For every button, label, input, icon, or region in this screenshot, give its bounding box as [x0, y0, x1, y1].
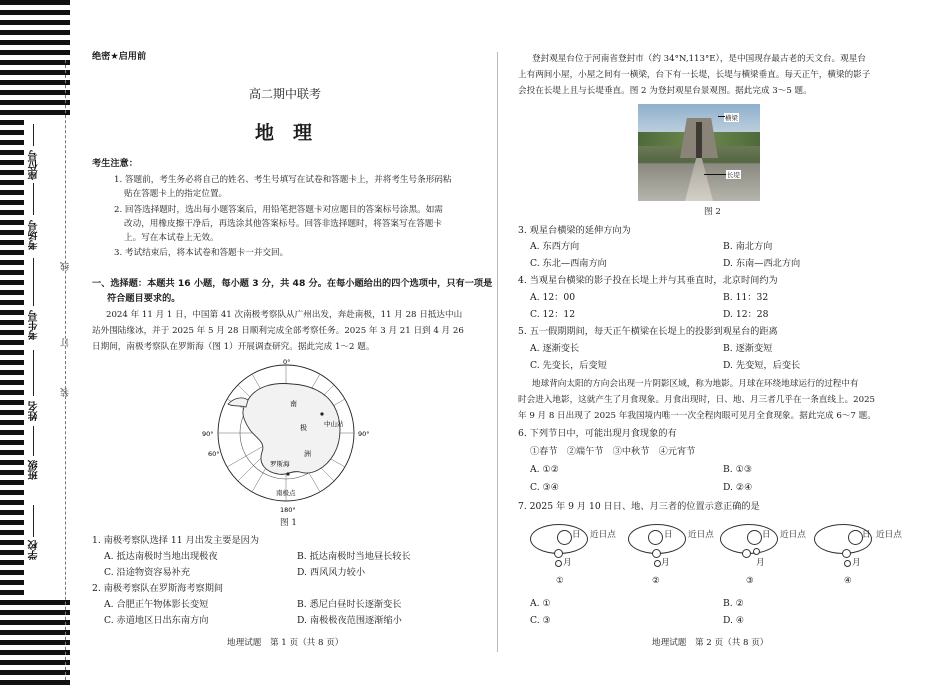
dike-pointer: [704, 174, 726, 175]
passage-line: 日期间，南极考察队在罗斯海（图 1）开展调查研究。据此完成 1～2 题。: [92, 342, 375, 352]
section-heading-cont: 符合题目要求的。: [107, 293, 181, 304]
sun-icon: [747, 530, 762, 545]
question-6-option-b[interactable]: B. ①③: [723, 464, 753, 475]
question-1-option-b[interactable]: B. 抵达南极时当地昼长较长: [297, 551, 411, 562]
diagram-number: ④: [844, 576, 852, 586]
page-2-footer: 地理试题 第 2 页（共 8 页）: [652, 638, 769, 648]
map-label-luosi: 罗斯海: [270, 460, 290, 468]
question-5-option-a[interactable]: A. 逐渐变长: [530, 343, 580, 354]
exam-room-label: 考场号: [29, 220, 40, 250]
tower-slot: [696, 122, 702, 158]
question-7-option-d[interactable]: D. ④: [723, 615, 745, 626]
question-2-stem: 2. 南极考察队在罗斯海考察期间: [92, 583, 224, 594]
exam-room-line: [33, 183, 34, 215]
moon-label: 月: [756, 558, 765, 568]
beam-label: 横梁: [725, 114, 738, 122]
orbit-diagram-1: [530, 518, 630, 590]
map-label-zhou: 洲: [304, 450, 311, 458]
passage2-line: 地球背向太阳的方向会出现一片阴影区域，称为地影。月球在环绕地球运行的过程中有: [532, 379, 859, 389]
question-5-stem: 5. 五一假期期间，每天正午横梁在长堤上的投影到观星台的距离: [518, 326, 778, 337]
observatory-photo: [638, 104, 760, 201]
question-3-option-b[interactable]: B. 南北方向: [723, 241, 773, 252]
map-label-ji: 极: [300, 424, 307, 432]
passage2-line: 时会进入地影，这就产生了月食现象。月食出现时，日、地、月三者几乎在一条直线上。2025: [518, 395, 876, 405]
notice-title: 考生注意：: [92, 158, 138, 169]
question-2-option-d[interactable]: D. 南极极夜范围逐渐缩小: [297, 615, 402, 626]
question-4-option-d[interactable]: D. 12：28: [723, 309, 769, 320]
question-4-option-a[interactable]: A. 12：00: [530, 292, 576, 303]
sun-label: 日: [762, 530, 771, 540]
antarctica-map: [196, 352, 376, 514]
map-label-180: 180°: [280, 506, 296, 514]
map-label-nanjidian: 南极点: [276, 489, 296, 497]
question-5-option-c[interactable]: C. 先变长，后变短: [530, 360, 607, 371]
question-6-items: ①春节 ②端午节 ③中秋节 ④元宵节: [530, 446, 696, 457]
question-7-option-c[interactable]: C. ③: [530, 615, 551, 626]
dike-label: 长堤: [727, 171, 740, 179]
question-3-option-d[interactable]: D. 东南—西北方向: [723, 258, 801, 269]
map-label-0: 0°: [283, 358, 291, 366]
notice-line: 3. 考试结束后，将本试卷和答题卡一并交回。: [114, 248, 289, 258]
cut-mark-ding: 订: [61, 338, 71, 347]
question-5-option-b[interactable]: B. 逐渐变短: [723, 343, 773, 354]
exam-title: 高二期中联考: [249, 87, 322, 101]
question-2-option-c[interactable]: C. 赤道地区日出东南方向: [104, 615, 209, 626]
question-7-stem: 7. 2025 年 9 月 10 日日、地、月三者的位置示意正确的是: [518, 501, 760, 512]
perihelion-label: 近日点: [876, 530, 902, 540]
orbit-diagram-2: [628, 518, 728, 590]
secret-mark: 绝密★启用前: [92, 51, 147, 62]
cut-mark-zhuang: 装: [61, 388, 71, 397]
name-label: 姓名: [29, 401, 40, 421]
diagram-number: ②: [652, 576, 660, 586]
earth-icon: [842, 549, 851, 558]
question-7-option-a[interactable]: A. ①: [530, 598, 551, 609]
map-label-90e: 90°: [358, 430, 370, 438]
question-2-option-a[interactable]: A. 合肥正午物体影长变短: [104, 599, 209, 610]
question-2-option-b[interactable]: B. 悉尼白昼时长逐渐变长: [297, 599, 402, 610]
moon-icon: [654, 560, 661, 567]
sun-label: 日: [862, 530, 871, 540]
question-1-option-c[interactable]: C. 沿途物资容易补充: [104, 567, 191, 578]
cut-mark-xian: 线: [61, 262, 71, 271]
moon-icon: [753, 548, 760, 555]
class-line: [33, 426, 34, 456]
question-3-option-c[interactable]: C. 东北—西南方向: [530, 258, 607, 269]
exam-number-label: 考生号: [29, 310, 40, 340]
question-1-stem: 1. 南极考察队选择 11 月出发主要是因为: [92, 535, 260, 546]
notice-line: 2. 回答选择题时，选出每小题答案后，用铅笔把答题卡对应题目的答案标号涂黑。如需: [114, 205, 443, 215]
question-1-option-a[interactable]: A. 抵达南极时当地出现极夜: [104, 551, 218, 562]
dike-surface: [685, 158, 713, 201]
beam-pointer: [718, 116, 725, 117]
sun-icon: [848, 530, 863, 545]
sun-icon: [557, 530, 572, 545]
question-1-option-d[interactable]: D. 西风风力较小: [297, 567, 366, 578]
earth-icon: [652, 549, 661, 558]
question-6-stem: 6. 下列节日中，可能出现月食现象的有: [518, 428, 677, 439]
notice-line: 上。写在本试卷上无效。: [124, 233, 219, 243]
moon-icon: [844, 560, 851, 567]
seat-label: 座位号: [29, 150, 40, 180]
cut-line: [65, 60, 66, 680]
question-6-option-d[interactable]: D. ②④: [723, 482, 753, 493]
notice-line: 1. 答题前，考生务必将自己的姓名、考生号填写在试卷和答题卡上，并将考生号条形码粘: [114, 175, 452, 185]
subject-title: 地 理: [255, 122, 313, 144]
diagram-number: ③: [746, 576, 754, 586]
earth-icon: [742, 549, 751, 558]
intro-line: 会投在长堤上且与长堤垂直。图 2 为登封观星台景观图。据此完成 3～5 题。: [518, 86, 812, 96]
passage2-line: 年 9 月 8 日出现了 2025 年我国境内唯一一次全程肉眼可见月全食现象。据此完成 6～7 题。: [518, 411, 876, 421]
school-label: 学校: [29, 540, 40, 560]
moon-label: 月: [661, 558, 670, 568]
question-3-stem: 3. 观星台横梁的延伸方向为: [518, 225, 631, 236]
orbit-diagram-3: [720, 518, 820, 590]
moon-label: 月: [563, 558, 572, 568]
orbit-diagram-4: [814, 518, 924, 590]
question-5-option-d[interactable]: D. 先变短，后变长: [723, 360, 801, 371]
question-3-option-a[interactable]: A. 东西方向: [530, 241, 580, 252]
section-heading: 一、选择题：本题共 16 小题，每小题 3 分，共 48 分。在每小题给出的四个选项中，只有一项是: [92, 278, 493, 289]
perihelion-label: 近日点: [780, 530, 806, 540]
school-line: [33, 505, 34, 537]
map-label-60: 60°: [208, 450, 220, 458]
notice-line: 贴在答题卡上的指定位置。: [124, 189, 228, 199]
map-label-nan: 南: [290, 400, 297, 408]
perihelion-label: 近日点: [688, 530, 714, 540]
sun-label: 日: [572, 530, 581, 540]
intro-line: 登封观星台位于河南省登封市（约 34°N,113°E），是中国现存最古老的天文台。观星台: [532, 54, 866, 64]
question-4-option-b[interactable]: B. 11：32: [723, 292, 769, 303]
sun-label: 日: [664, 530, 673, 540]
perihelion-label: 近日点: [590, 530, 616, 540]
page-divider: [497, 52, 498, 652]
question-7-option-b[interactable]: B. ②: [723, 598, 744, 609]
sun-icon: [648, 530, 663, 545]
moon-label: 月: [852, 558, 861, 568]
name-line: [33, 350, 34, 396]
question-6-option-c[interactable]: C. ③④: [530, 482, 560, 493]
question-4-stem: 4. 当观星台横梁的影子投在长堤上并与其垂直时，北京时间约为: [518, 275, 778, 286]
map-label-zhongshan: 中山站: [324, 420, 344, 428]
map-label-90w: 90°: [202, 430, 214, 438]
question-4-option-c[interactable]: C. 12：12: [530, 309, 576, 320]
seat-line: [33, 124, 34, 146]
exam-number-line: [33, 258, 34, 306]
earth-icon: [554, 549, 563, 558]
page-1-footer: 地理试题 第 1 页（共 8 页）: [227, 638, 344, 648]
passage-line: 站外围陆缘冰，并于 2025 年 5 月 28 日顺利完成全部考察任务。2025 年 3 月 21 日到 4 月 26: [92, 326, 464, 336]
binding-strip: [0, 0, 82, 688]
moon-icon: [555, 560, 562, 567]
notice-line: 改动，用橡皮擦干净后，再选涂其他答案标号。回答非选择题时，将答案写在答题卡: [124, 219, 442, 229]
question-6-option-a[interactable]: A. ①②: [530, 464, 559, 475]
figure2-caption: 图 2: [704, 207, 721, 217]
figure1-caption: 图 1: [280, 518, 297, 528]
passage-line: 2024 年 11 月 1 日，中国第 41 次南极考察队从广州出发，奔赴南极，11 月 28 日抵达中山: [106, 310, 463, 320]
class-label: 班级: [29, 460, 40, 480]
intro-line: 上有两间小屋，小屋之间有一横梁，台下有一长堤，长堤与横梁垂直。每天正午，横梁的影子: [518, 70, 871, 80]
diagram-number: ①: [556, 576, 564, 586]
